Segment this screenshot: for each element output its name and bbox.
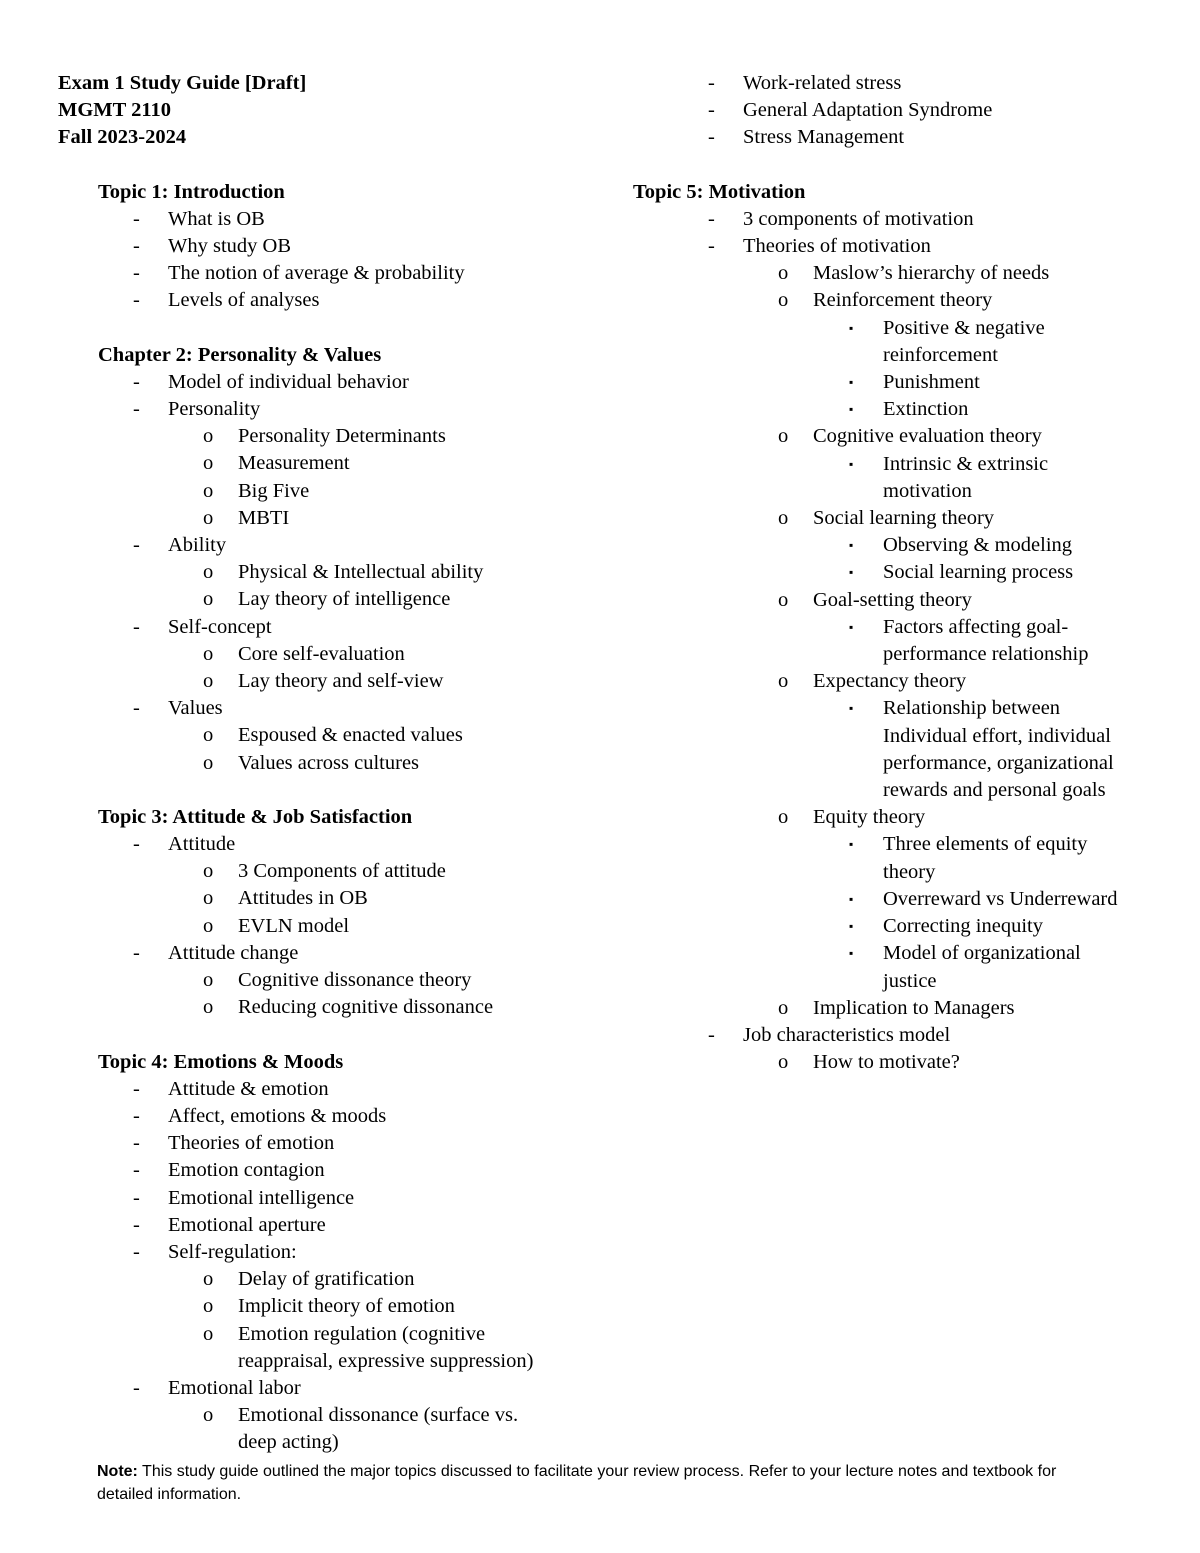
- sub-sub-item-continued: justice: [883, 969, 937, 992]
- list-item: - What is OB: [58, 206, 618, 233]
- sub-item: o Equity theory: [633, 804, 1173, 831]
- sub-sub-item-continued: rewards and personal goals: [883, 779, 1106, 802]
- list-item: - Personality: [58, 396, 618, 423]
- sub-item: o Reducing cognitive dissonance: [58, 994, 618, 1021]
- course-code: MGMT 2110: [58, 99, 171, 122]
- list-item: - Emotional intelligence: [58, 1185, 618, 1212]
- circle-marker: o: [203, 724, 214, 747]
- circle-marker: o: [203, 670, 214, 693]
- sub-item: o Implicit theory of emotion: [58, 1293, 618, 1320]
- circle-marker: o: [778, 996, 789, 1019]
- list-item: - Levels of analyses: [58, 287, 618, 314]
- list-item: - Job characteristics model: [633, 1022, 1173, 1049]
- note-label: Note:: [97, 1463, 138, 1480]
- sub-sub-item: ▪ Positive & negative: [633, 315, 1173, 342]
- square-bullet-icon: ▪: [849, 538, 854, 553]
- sub-item: o Lay theory of intelligence: [58, 586, 618, 613]
- circle-marker: o: [778, 507, 789, 530]
- circle-marker: o: [203, 561, 214, 584]
- dash-marker: -: [133, 534, 140, 557]
- dash-marker: -: [133, 207, 140, 230]
- topic5-heading: Topic 5: Motivation: [633, 180, 806, 203]
- sub-item: o Emotion regulation (cognitive: [58, 1321, 618, 1348]
- list-item: - Work-related stress: [633, 70, 1173, 97]
- sub-sub-item-continued: performance relationship: [883, 643, 1089, 666]
- topic3-heading: Topic 3: Attitude & Job Satisfaction: [98, 805, 413, 828]
- dash-marker: -: [133, 1159, 140, 1182]
- topic4-heading: Topic 4: Emotions & Moods: [98, 1050, 344, 1073]
- dash-marker: -: [133, 1240, 140, 1263]
- circle-marker: o: [203, 1322, 214, 1345]
- sub-item: o Attitudes in OB: [58, 885, 618, 912]
- sub-item: o EVLN model: [58, 913, 618, 940]
- dash-marker: -: [708, 235, 715, 258]
- circle-marker: o: [203, 642, 214, 665]
- dash-marker: -: [133, 289, 140, 312]
- sub-sub-item: ▪ Three elements of equity: [633, 831, 1173, 858]
- sub-sub-item: ▪ Social learning process: [633, 559, 1173, 586]
- sub-item: o Physical & Intellectual ability: [58, 559, 618, 586]
- topic1-heading: Topic 1: Introduction: [98, 180, 285, 203]
- circle-marker: o: [203, 425, 214, 448]
- sub-item: o Big Five: [58, 478, 618, 505]
- dash-marker: -: [708, 126, 715, 149]
- dash-marker: -: [708, 207, 715, 230]
- sub-sub-item: ▪ Overreward vs Underreward: [633, 886, 1173, 913]
- dash-marker: -: [133, 1104, 140, 1127]
- sub-item: o 3 Components of attitude: [58, 858, 618, 885]
- sub-sub-item: ▪ Model of organizational: [633, 940, 1173, 967]
- circle-marker: o: [203, 860, 214, 883]
- list-item: - Attitude: [58, 831, 618, 858]
- sub-item: o Implication to Managers: [633, 995, 1173, 1022]
- list-item: - Stress Management: [633, 124, 1173, 151]
- dash-marker: -: [133, 1077, 140, 1100]
- square-bullet-icon: ▪: [849, 919, 854, 934]
- list-item: - Theories of emotion: [58, 1130, 618, 1157]
- list-item: - 3 components of motivation: [633, 206, 1173, 233]
- right-column: [633, 70, 1173, 1076]
- sub-sub-item: ▪ Correcting inequity: [633, 913, 1173, 940]
- circle-marker: o: [203, 996, 214, 1019]
- sub-sub-item-continued: Individual effort, individual: [883, 724, 1111, 747]
- square-bullet-icon: ▪: [849, 701, 854, 716]
- sub-item-continued: reappraisal, expressive suppression): [238, 1349, 534, 1372]
- square-bullet-icon: ▪: [849, 619, 854, 634]
- list-item: - Attitude & emotion: [58, 1076, 618, 1103]
- circle-marker: o: [203, 969, 214, 992]
- dash-marker: -: [133, 1376, 140, 1399]
- sub-item: o Cognitive dissonance theory: [58, 967, 618, 994]
- square-bullet-icon: ▪: [849, 837, 854, 852]
- sub-item: o Values across cultures: [58, 750, 618, 777]
- list-item: - Why study OB: [58, 233, 618, 260]
- dash-marker: -: [133, 833, 140, 856]
- circle-marker: o: [778, 262, 789, 285]
- dash-marker: -: [133, 1132, 140, 1155]
- circle-marker: o: [203, 452, 214, 475]
- circle-marker: o: [203, 1404, 214, 1427]
- doc-title: Exam 1 Study Guide [Draft]: [58, 72, 307, 94]
- sub-item: o Goal-setting theory: [633, 587, 1173, 614]
- square-bullet-icon: ▪: [849, 402, 854, 417]
- sub-item: o Reinforcement theory: [633, 287, 1173, 314]
- dash-marker: -: [133, 235, 140, 258]
- list-item: - The notion of average & probability: [58, 260, 618, 287]
- circle-marker: o: [203, 588, 214, 611]
- sub-sub-item-continued: theory: [883, 860, 936, 883]
- list-item: - Self-regulation:: [58, 1239, 618, 1266]
- sub-sub-item: ▪ Relationship between: [633, 695, 1173, 722]
- dash-marker: -: [133, 1186, 140, 1209]
- circle-marker: o: [203, 506, 214, 529]
- sub-item: o Delay of gratification: [58, 1266, 618, 1293]
- sub-sub-item: ▪ Factors affecting goal-: [633, 614, 1173, 641]
- dash-marker: -: [133, 615, 140, 638]
- list-item: - Values: [58, 695, 618, 722]
- dash-marker: -: [133, 697, 140, 720]
- left-column: [58, 70, 618, 1457]
- sub-sub-item: ▪ Intrinsic & extrinsic: [633, 451, 1173, 478]
- circle-marker: o: [203, 914, 214, 937]
- sub-item: o Measurement: [58, 450, 618, 477]
- circle-marker: o: [778, 670, 789, 693]
- term: Fall 2023-2024: [58, 126, 187, 149]
- sub-item: o Emotional dissonance (surface vs.: [58, 1402, 618, 1429]
- sub-item: o Espoused & enacted values: [58, 722, 618, 749]
- sub-sub-item-continued: performance, organizational: [883, 751, 1114, 774]
- circle-marker: o: [778, 1051, 789, 1074]
- list-item: - Model of individual behavior: [58, 369, 618, 396]
- square-bullet-icon: ▪: [849, 375, 854, 390]
- list-item: - Self-concept: [58, 614, 618, 641]
- sub-item: o Maslow’s hierarchy of needs: [633, 260, 1173, 287]
- dash-marker: -: [133, 398, 140, 421]
- square-bullet-icon: ▪: [849, 456, 854, 471]
- dash-marker: -: [133, 370, 140, 393]
- dash-marker: -: [133, 262, 140, 285]
- circle-marker: o: [778, 588, 789, 611]
- circle-marker: o: [203, 751, 214, 774]
- circle-marker: o: [778, 425, 789, 448]
- circle-marker: o: [203, 1268, 214, 1291]
- list-item: - Emotional labor: [58, 1375, 618, 1402]
- list-item: - General Adaptation Syndrome: [633, 97, 1173, 124]
- sub-item-continued: deep acting): [238, 1431, 339, 1454]
- sub-sub-item: ▪ Extinction: [633, 396, 1173, 423]
- circle-marker: o: [203, 479, 214, 502]
- sub-item: o Core self-evaluation: [58, 641, 618, 668]
- square-bullet-icon: ▪: [849, 565, 854, 580]
- dash-marker: -: [133, 941, 140, 964]
- sub-sub-item-continued: reinforcement: [883, 343, 998, 366]
- footer-note: [97, 1460, 1087, 1506]
- circle-marker: o: [778, 806, 789, 829]
- sub-item: o Social learning theory: [633, 505, 1173, 532]
- square-bullet-icon: ▪: [849, 946, 854, 961]
- sub-item: o How to motivate?: [633, 1049, 1173, 1076]
- sub-sub-item-continued: motivation: [883, 479, 972, 502]
- dash-marker: -: [708, 72, 715, 94]
- circle-marker: o: [203, 1295, 214, 1318]
- sub-item: o Personality Determinants: [58, 423, 618, 450]
- list-item: - Emotion contagion: [58, 1157, 618, 1184]
- circle-marker: o: [203, 887, 214, 910]
- note-text: This study guide outlined the major topics discussed to facilitate your review process. Refer to your lecture notes and textbook for detailed information.: [97, 1463, 1057, 1503]
- dash-marker: -: [708, 1023, 715, 1046]
- square-bullet-icon: ▪: [849, 891, 854, 906]
- sub-item: o Expectancy theory: [633, 668, 1173, 695]
- list-item: - Theories of motivation: [633, 233, 1173, 260]
- sub-sub-item: ▪ Punishment: [633, 369, 1173, 396]
- chapter2-heading: Chapter 2: Personality & Values: [98, 343, 382, 366]
- list-item: - Ability: [58, 532, 618, 559]
- sub-item: o MBTI: [58, 505, 618, 532]
- list-item: - Emotional aperture: [58, 1212, 618, 1239]
- sub-item: o Cognitive evaluation theory: [633, 423, 1173, 450]
- dash-marker: -: [133, 1213, 140, 1236]
- list-item: - Affect, emotions & moods: [58, 1103, 618, 1130]
- list-item: - Attitude change: [58, 940, 618, 967]
- circle-marker: o: [778, 289, 789, 312]
- square-bullet-icon: ▪: [849, 320, 854, 335]
- sub-item: o Lay theory and self-view: [58, 668, 618, 695]
- dash-marker: -: [708, 99, 715, 122]
- sub-sub-item: ▪ Observing & modeling: [633, 532, 1173, 559]
